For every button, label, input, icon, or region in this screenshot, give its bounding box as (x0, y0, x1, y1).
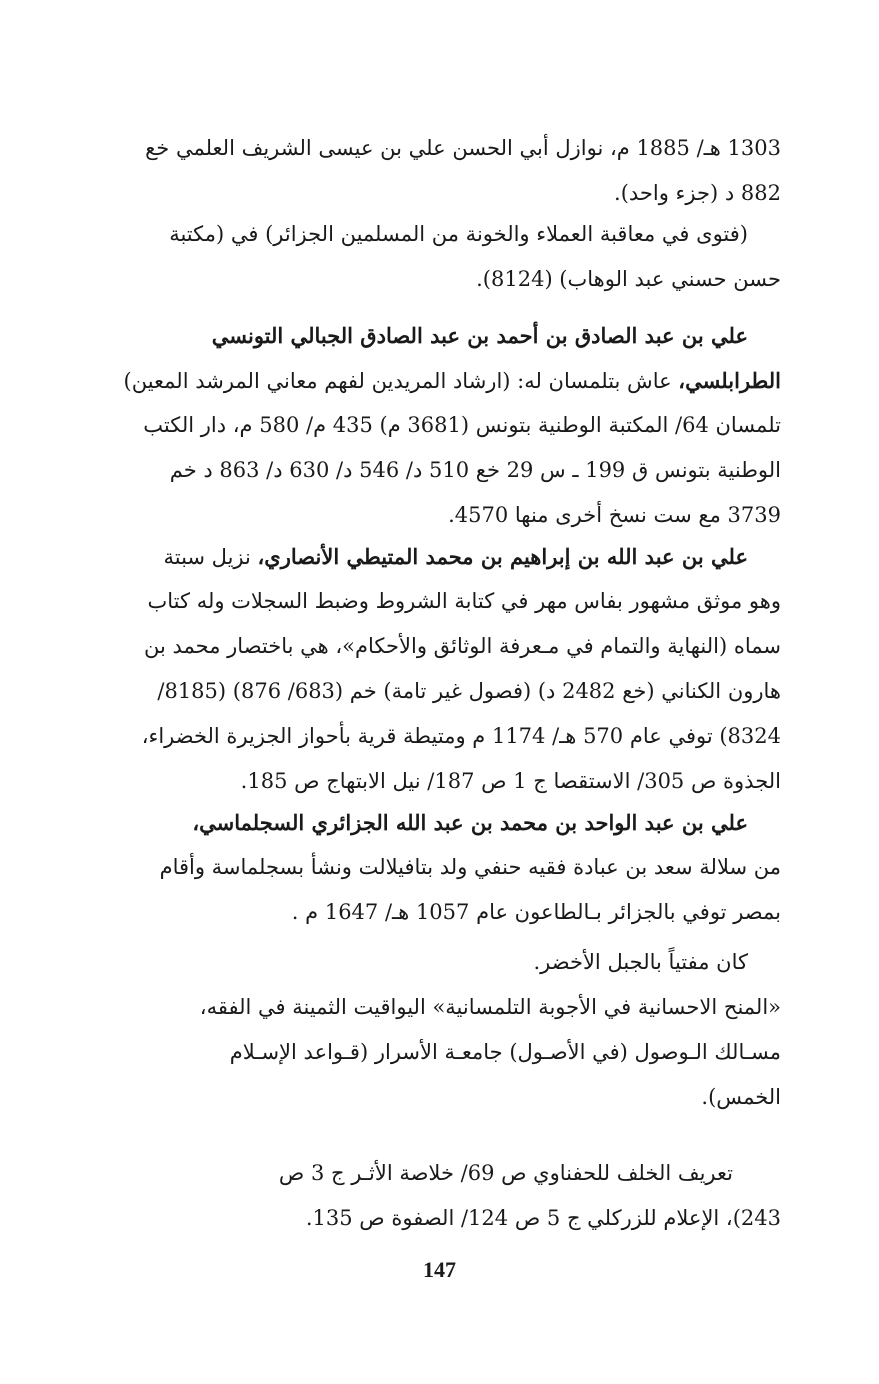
text-line: 882 د (جزء واحد). (614, 181, 781, 205)
text-line: الوطنية بتونس ق 199 ـ س 29 خع 510 د/ 546 د/ 630 د/ 863 د خم (169, 458, 781, 482)
text-line: 1303 هـ/ 1885 م، نوازل أبي الحسن علي بن عيسى الشريف العلمي خع (145, 136, 781, 160)
entry-heading-cont: الطرابلسي، (678, 368, 781, 393)
text-line: الجذوة ص 305/ الاستقصا ج 1 ص 187/ نيل الابتهاج ص 185. (240, 769, 781, 793)
text-line: بمصر توفي بالجزائر بـالطاعون عام 1057 هـ/ 1647 م . (291, 900, 781, 924)
biography-entry-ali-abd-al-sadiq (95, 313, 781, 538)
text-line: من سلالة سعد بن عبادة فقيه حنفي ولد بتافيلالت ونشأ بسجلماسة وأقام (159, 855, 781, 879)
entry-continuation (95, 126, 781, 216)
text-line: تلمسان 64/ المكتبة الوطنية بتونس (3681 م) 435 م/ 580 م، دار الكتب (143, 413, 781, 437)
text-line: تعريف الخلف للحفناوي ص 69/ خلاصة الأثـر ج 3 ص (278, 1161, 733, 1185)
references-paragraph (95, 1151, 781, 1241)
text-line: 8324) توفي عام 570 هـ/ 1174 م ومتيطة قرية بأحواز الجزيرة الخضراء، (141, 724, 781, 748)
works-paragraph (95, 940, 781, 1120)
text-line: كان مفتياً بالجبل الأخضر. (533, 950, 748, 974)
text-line: سماه (النهاية والتمام في مـعرفة الوثائق والأحكام»، هي باختصار محمد بن (144, 634, 781, 658)
entry-heading: علي بن عبد الواحد بن محمد بن عبد الله الجزائري السجلماسي، (192, 810, 748, 835)
text-line: الخمس). (701, 1085, 781, 1109)
text-line: 243)، الإعلام للزركلي ج 5 ص 124/ الصفوة ص 135. (305, 1206, 781, 1230)
biography-entry-ali-abd-al-wahid (95, 800, 781, 935)
entry-heading: علي بن عبد الله بن إبراهيم بن محمد المتيطي الأنصاري، (257, 544, 748, 569)
text-line: مسـالك الـوصول (في الأصـول) جامعـة الأسرار (قـواعد الإسـلام (229, 1040, 781, 1064)
text-line: هارون الكناني (خع 2482 د) (فصول غير تامة) خم (683/ 876) (8185/ (157, 679, 781, 703)
text-line (95, 358, 781, 403)
text-line (95, 534, 781, 579)
text-line: وهو موثق مشهور بفاس مهر في كتابة الشروط وضبط السجلات وله كتاب (147, 589, 781, 613)
text-line: 3739 مع ست نسخ أخرى منها 4570. (448, 503, 781, 527)
fatwa-paragraph (95, 212, 781, 302)
entry-text: نزيل سبتة (163, 545, 258, 569)
biography-entry-ali-al-mutayti (95, 534, 781, 804)
entry-heading: علي بن عبد الصادق بن أحمد بن عبد الصادق الجبالي التونسي (211, 323, 748, 348)
entry-text: عاش بتلمسان له: (ارشاد المريدين لفهم معاني المرشد المعين) (123, 369, 679, 393)
text-line: حسن حسني عبد الوهاب) (8124). (476, 267, 781, 291)
text-line: «المنح الاحسانية في الأجوبة التلمسانية» اليواقيت الثمينة في الفقه، (199, 995, 781, 1019)
text-line: (فتوى في معاقبة العملاء والخونة من المسلمين الجزائر) في (مكتبة (169, 222, 748, 246)
page-number: 147 (423, 1257, 456, 1282)
